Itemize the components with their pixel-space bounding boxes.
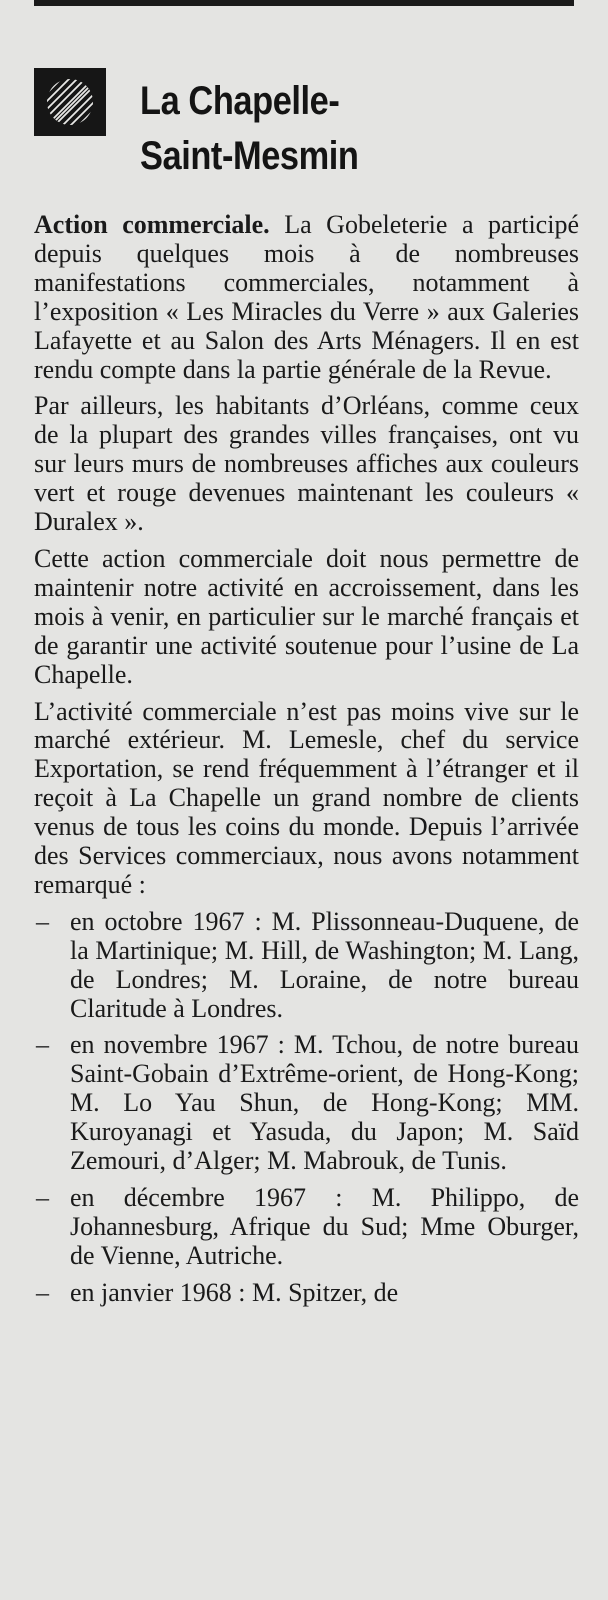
article-body: [34, 211, 579, 1316]
lead-heading: Action commerciale.: [34, 210, 270, 239]
logo-box: [34, 68, 106, 136]
visit-item-october-1967: [34, 908, 579, 1024]
visit-item-december-1967: [34, 1184, 579, 1271]
list-dash: –: [36, 1030, 49, 1060]
visit-text: en janvier 1968 : M. Spitzer, de: [70, 1277, 399, 1307]
striped-circle-icon: [34, 68, 106, 136]
visit-text: en novembre 1967 : M. Tchou, de notre bureau Saint-Gobain d’Extrême-orient, de Hong-Kong; M. Lo Yau Shun, de Hong-Kong; MM. Kuroyanagi et Yasuda, du Japon; M. Saïd Zemouri, d’Alger; M. Mabrouk, de Tunis.: [70, 1030, 579, 1176]
list-dash: –: [36, 1183, 49, 1212]
title-line-2: Saint-Mesmin: [140, 134, 359, 178]
visit-text: en décembre 1967 : M. Philippo, de Johannesburg, Afrique du Sud; Mme Oburger, de Vienne, Autriche.: [70, 1183, 579, 1270]
section-header: [34, 66, 574, 186]
paragraph-1: [34, 211, 579, 384]
title-line-1: La Chapelle-: [140, 79, 340, 123]
visit-text: en octobre 1967 : M. Plissonneau-Duquene, de la Martinique; M. Hill, de Washington; M. Lang, de Londres; M. Loraine, de notre bureau Claritude à Londres.: [70, 906, 579, 1023]
visit-item-november-1967: [34, 1031, 579, 1176]
list-dash: –: [36, 906, 49, 936]
page-title: [140, 74, 358, 184]
paragraph-1-text: La Gobeleterie a participé depuis quelques mois à de nombreuses manifestations commerciales, notamment à l’exposition « Les Miracles du Verre » aux Galeries Lafayette et au Salon des Arts Ménagers. Il en est rendu compte dans la partie générale de la Revue.: [34, 210, 579, 384]
visit-item-january-1968: [34, 1279, 579, 1308]
list-dash: –: [36, 1277, 49, 1307]
paragraph-3: Cette action commerciale doit nous permettre de maintenir notre activité en accroissement, dans les mois à venir, en particulier sur le marché français et de garantir une activité soutenue pour l’usine de La Chapelle.: [34, 543, 579, 689]
paragraph-2: Par ailleurs, les habitants d’Orléans, comme ceux de la plupart des grandes villes françaises, ont vu sur leurs murs de nombreuses affiches aux couleurs vert et rouge devenues maintenant les couleurs « Duralex ».: [34, 391, 579, 537]
top-rule: [34, 0, 574, 6]
paragraph-4: L’activité commerciale n’est pas moins vive sur le marché extérieur. M. Lemesle, chef du service Exportation, se rend fréquemment à l’étranger et il reçoit à La Chapelle un grand nombre de clients venus de tous les coins du monde. Depuis l’arrivée des Services commerciaux, nous avons notamment remarqué :: [34, 696, 579, 899]
visits-list: [34, 908, 579, 1308]
